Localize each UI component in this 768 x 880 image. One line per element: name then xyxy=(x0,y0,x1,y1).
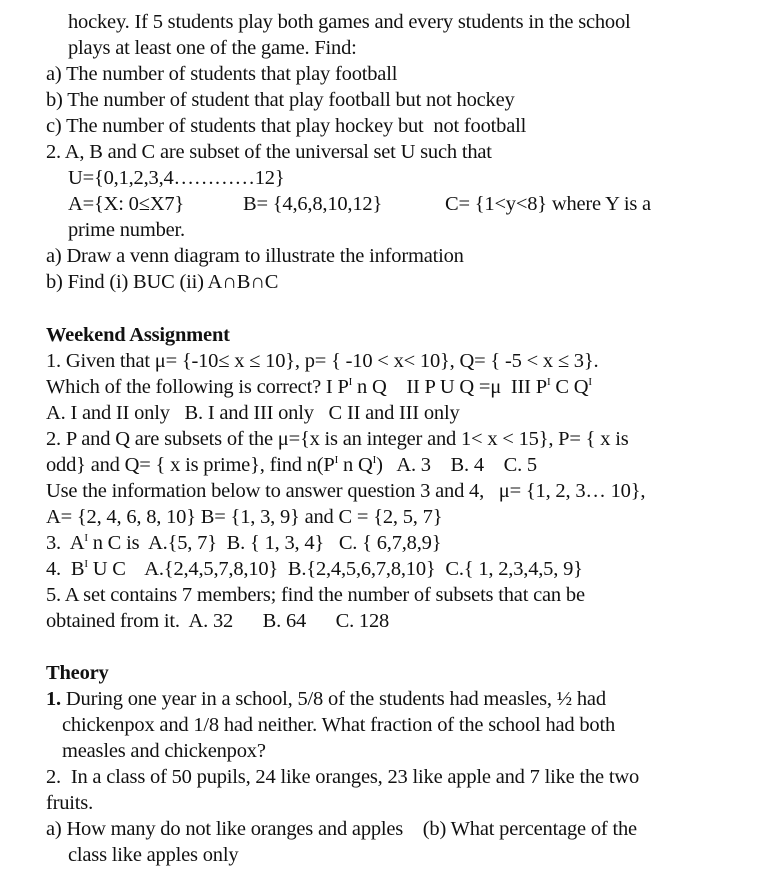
theory-q1-number: 1. xyxy=(46,688,61,710)
weekend-q1-line-1: 1. Given that μ= {-10≤ x ≤ 10}, p= { -10 < x< 10}, Q= { -5 < x ≤ 3}. xyxy=(46,350,599,372)
theory-q1-line-2: chickenpox and 1/8 had neither. What fraction of the school had both xyxy=(62,714,616,736)
prev-question-line-1: hockey. If 5 students play both games and every students in the school xyxy=(68,11,631,33)
complement-mark: I xyxy=(372,454,377,466)
weekend-q5-line-1: 5. A set contains 7 members; find the number of subsets that can be xyxy=(46,584,585,606)
prev-question-part-a: a) The number of students that play football xyxy=(46,63,398,85)
weekend-assignment-heading: Weekend Assignment xyxy=(46,324,230,346)
weekend-q5-line-2: obtained from it. A. 32 B. 64 C. 128 xyxy=(46,610,390,632)
question-2-part-a: a) Draw a venn diagram to illustrate the information xyxy=(46,245,464,267)
prev-question-part-b: b) The number of student that play football but not hockey xyxy=(46,89,515,111)
weekend-q2-text-b: n Q xyxy=(338,454,373,476)
question-2-set-c-continued: prime number. xyxy=(68,219,185,241)
weekend-q4 xyxy=(46,557,583,583)
theory-q2-line-4: class like apples only xyxy=(68,844,239,866)
complement-mark: I xyxy=(348,376,353,388)
complement-mark: I xyxy=(84,532,88,544)
complement-mark: I xyxy=(334,454,339,466)
question-2-universal-set: U={0,1,2,3,4…………12} xyxy=(68,167,285,189)
weekend-q2-line-1: 2. P and Q are subsets of the μ={x is an integer and 1< x < 15}, P= { x is xyxy=(46,428,629,450)
weekend-q4-text: U C A.{2,4,5,7,8,10} B.{2,4,5,6,7,8,10} C.{ 1, 2,3,4,5, 9} xyxy=(87,558,583,580)
question-2-part-b: b) Find (i) BUC (ii) A∩B∩C xyxy=(46,271,279,293)
weekend-q1-text-b: n Q II P U Q =μ III P xyxy=(352,376,547,398)
weekend-q3-prefix: 3. A xyxy=(46,532,85,554)
weekend-q1-line-2 xyxy=(46,375,592,401)
weekend-q4-prefix: 4. B xyxy=(46,558,85,580)
theory-q2-line-2: fruits. xyxy=(46,792,93,814)
theory-q2-line-1: 2. In a class of 50 pupils, 24 like oranges, 23 like apple and 7 like the two xyxy=(46,766,640,788)
theory-q2-line-3: a) How many do not like oranges and apples (b) What percentage of the xyxy=(46,818,637,840)
weekend-q1-text-c: C Q xyxy=(550,376,589,398)
weekend-q2-text-c: ) A. 3 B. 4 C. 5 xyxy=(376,454,537,476)
weekend-q1-text-a: Which of the following is correct? I P xyxy=(46,376,349,398)
weekend-q3-text: n C is A.{5, 7} B. { 1, 3, 4} C. { 6,7,8,9} xyxy=(87,532,442,554)
weekend-info-line-1: Use the information below to answer question 3 and 4, μ= {1, 2, 3… 10}, xyxy=(46,480,646,502)
complement-mark: I xyxy=(588,376,592,388)
theory-q1-line-3: measles and chickenpox? xyxy=(62,740,266,762)
theory-q1-line-1 xyxy=(46,687,606,713)
weekend-q2-text-a: odd} and Q= { x is prime}, find n(P xyxy=(46,454,335,476)
weekend-q1-options: A. I and II only B. I and III only C II and III only xyxy=(46,402,460,424)
weekend-info-line-2: A= {2, 4, 6, 8, 10} B= {1, 3, 9} and C = {2, 5, 7} xyxy=(46,506,443,528)
weekend-q3 xyxy=(46,531,441,557)
question-2-set-a: A={X: 0≤X7} xyxy=(68,193,185,215)
prev-question-line-2: plays at least one of the game. Find: xyxy=(68,37,357,59)
complement-mark: I xyxy=(84,558,88,570)
complement-mark: I xyxy=(546,376,551,388)
question-2-stem: 2. A, B and C are subset of the universal set U such that xyxy=(46,141,492,163)
theory-heading: Theory xyxy=(46,662,109,684)
weekend-q2-line-2 xyxy=(46,453,537,479)
question-2-set-c: C= {1<y<8} where Y is a xyxy=(445,193,651,215)
prev-question-part-c: c) The number of students that play hockey but not football xyxy=(46,115,527,137)
question-2-set-b: B= {4,6,8,10,12} xyxy=(243,193,383,215)
theory-q1-text: During one year in a school, 5/8 of the students had measles, ½ had xyxy=(60,688,606,710)
